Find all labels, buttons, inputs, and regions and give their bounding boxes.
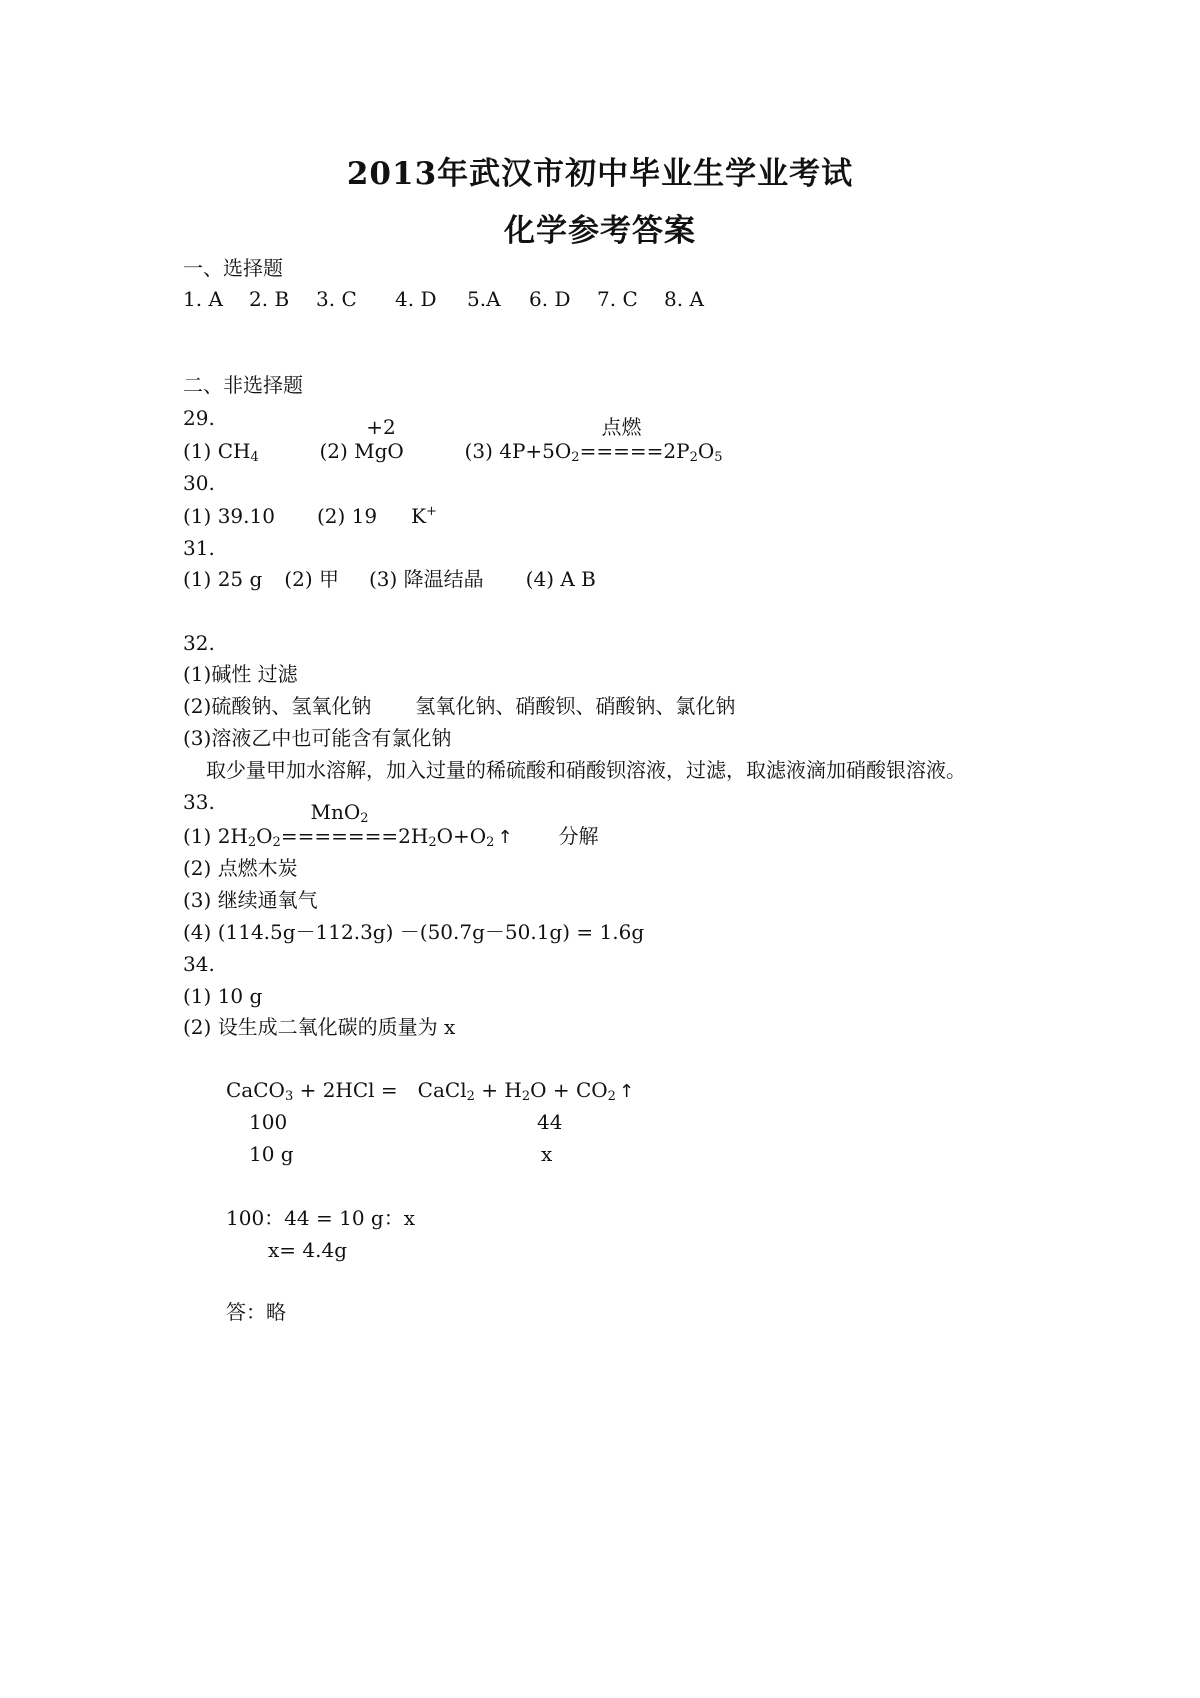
choice-answers-row: [183, 289, 704, 309]
page-subtitle: 化学参考答案: [504, 213, 696, 249]
q34-equation: CaCO$_3$ + 2HCl = CaCl$_2$ + $H_2O + CO_2$ ↑: [226, 1078, 635, 1104]
choice-answer: 8. A: [664, 287, 704, 311]
question-number-31: 31.: [183, 536, 215, 560]
question-number-34: 34.: [183, 952, 215, 976]
choice-answer: 1. A: [183, 287, 223, 311]
q32-line2: (2)硫酸钠、氢氧化钠 氢氧化钠、硝酸钡、硝酸钠、氯化钠: [183, 694, 736, 718]
q31-part1: (1) 25 g: [183, 567, 263, 591]
q34-mass-left-1: 100: [249, 1110, 288, 1134]
q32-line1: (1)碱性 过滤: [183, 662, 298, 686]
q30-part1: (1) 39.10: [183, 504, 275, 528]
q29-part3-equation: (3) $4P+5O_2$ 点燃 $=====2P_2O_5$: [464, 415, 723, 465]
choice-answer: 6. D: [529, 287, 571, 311]
q31-part4: (4) A B: [525, 567, 596, 591]
question-number-33: 33.: [183, 790, 215, 814]
question-number-32: 32.: [183, 631, 215, 655]
q33-line3: (3) 继续通氧气: [183, 888, 318, 912]
gas-arrow-icon: ↑: [618, 1081, 635, 1102]
q33-line4: (4) (114.5g－112.3g) －(50.7g－50.1g) = 1.6g: [183, 920, 645, 944]
q34-line2: (2) 设生成二氧化碳的质量为 x: [183, 1015, 456, 1039]
q29-part1: (1) $CH_4$: [183, 439, 259, 465]
question-number-29: 29.: [183, 406, 215, 430]
reaction-type: 分解: [558, 824, 599, 848]
q31-part2: (2) 甲: [284, 567, 339, 591]
valence-label: +2: [366, 415, 396, 439]
choice-answer: 5.A: [467, 287, 501, 311]
gas-arrow-icon: ↑: [497, 827, 513, 848]
question-number-30: 30.: [183, 471, 215, 495]
q33-equation-line: (1) $2H_2O_2$ MnO$_2$ $=======2H_2O+O_2$ ↑ 分解: [183, 800, 599, 850]
q34-mass-left-2: 10 g: [249, 1142, 294, 1166]
q31-part3: (3) 降温结晶: [368, 567, 484, 591]
section-heading-nonchoice: 二、非选择题: [183, 373, 303, 397]
q31-answers: [183, 569, 596, 589]
q34-mass-right-1: 44: [537, 1110, 563, 1134]
q34-final-answer: 答：略: [226, 1300, 286, 1324]
q34-result: x= 4.4g: [268, 1238, 348, 1262]
choice-answer: 3. C: [316, 287, 357, 311]
q30-ion: K+: [411, 504, 437, 528]
q32-line4: 取少量甲加水溶解，加入过量的稀硫酸和硝酸钡溶液，过滤，取滤液滴加硝酸银溶液。: [206, 758, 966, 782]
page-title: 2013年武汉市初中毕业生学业考试: [346, 156, 854, 192]
q29-part2: (2) M +2 gO: [319, 415, 404, 463]
q34-line1: (1) 10 g: [183, 984, 263, 1008]
choice-answer: 7. C: [597, 287, 638, 311]
q34-ratio: 100：44 = 10 g：x: [226, 1206, 415, 1230]
q34-mass-right-2: x: [541, 1142, 553, 1166]
q30-answers: [183, 505, 437, 526]
choice-answer: 4. D: [395, 287, 437, 311]
q32-line3: (3)溶液乙中也可能含有氯化钠: [183, 726, 452, 750]
reaction-condition: 点燃: [601, 415, 642, 439]
q30-part2: (2) 19: [316, 504, 378, 528]
catalyst-label: MnO$_2$: [310, 800, 369, 826]
choice-answer: 2. B: [249, 287, 290, 311]
section-heading-choice: 一、选择题: [183, 256, 283, 280]
q33-line2: (2) 点燃木炭: [183, 856, 298, 880]
